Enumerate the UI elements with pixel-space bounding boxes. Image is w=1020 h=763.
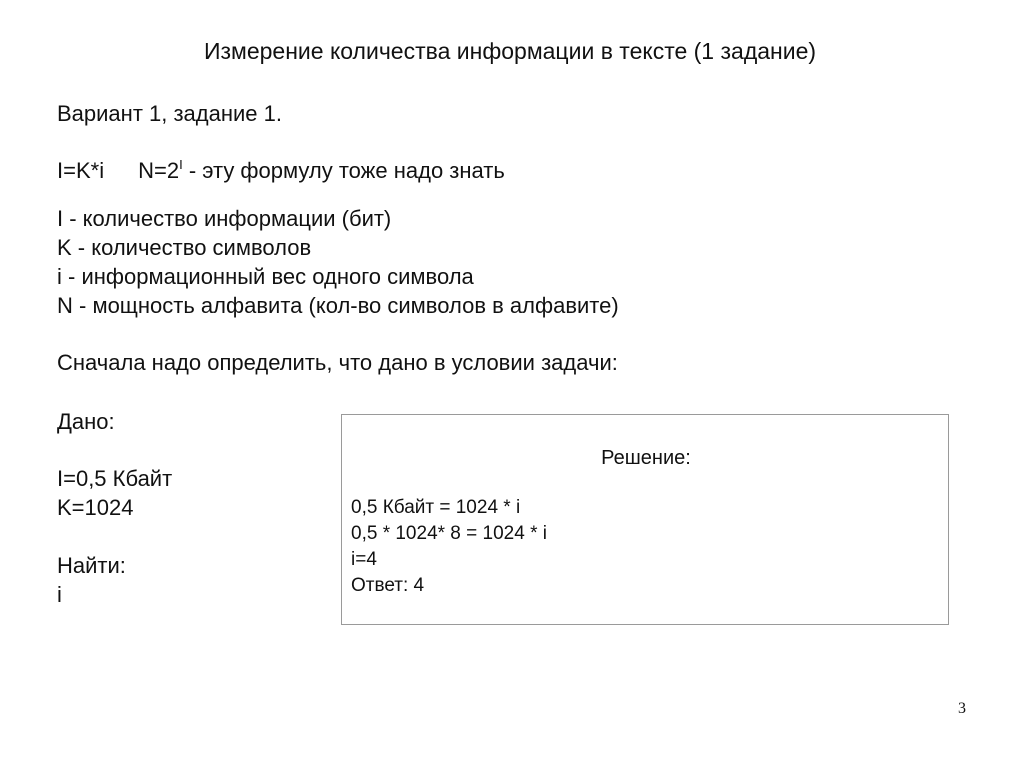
- page-number: 3: [958, 700, 966, 717]
- formula-line: [57, 156, 505, 185]
- instruction-text: Сначала надо определить, что дано в условии задачи:: [57, 350, 618, 375]
- definition-symbol-weight: i - информационный вес одного символа: [57, 264, 474, 289]
- find-label: Найти:: [57, 553, 126, 578]
- formula-second-exponent: I: [179, 157, 183, 172]
- solution-line-2: 0,5 * 1024* 8 = 1024 * i: [351, 523, 547, 544]
- formula-note: - эту формулу тоже надо знать: [182, 158, 505, 183]
- given-item-symbol-count: K=1024: [57, 495, 134, 520]
- definition-information: I - количество информации (бит): [57, 206, 392, 231]
- slide-title: Измерение количества информации в тексте (1 задание): [203, 38, 817, 64]
- formula-second: [138, 158, 183, 183]
- formula-main: I=K*i: [57, 158, 105, 183]
- variant-heading: Вариант 1, задание 1.: [57, 101, 282, 126]
- definition-alphabet-power: N - мощность алфавита (кол-во символов в алфавите): [57, 293, 619, 318]
- solution-title: Решение:: [601, 447, 691, 469]
- given-label: Дано:: [57, 409, 115, 434]
- solution-line-1: 0,5 Кбайт = 1024 * i: [351, 497, 521, 518]
- definition-symbol-count: K - количество символов: [57, 235, 312, 260]
- solution-line-3: i=4: [351, 549, 377, 570]
- formula-second-base: N=2: [138, 158, 180, 183]
- solution-box: [341, 414, 949, 625]
- solution-answer: Ответ: 4: [351, 575, 425, 596]
- given-item-information: I=0,5 Кбайт: [57, 466, 173, 491]
- find-item: i: [57, 582, 62, 607]
